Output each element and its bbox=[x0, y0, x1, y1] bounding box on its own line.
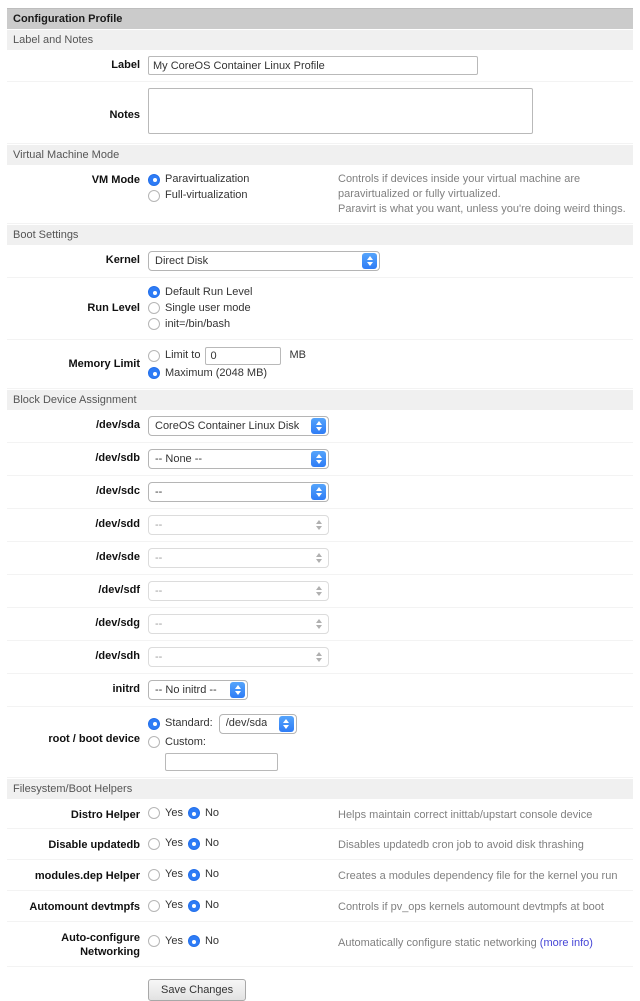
select-stepper-icon bbox=[311, 550, 326, 566]
modules-dep-helper-row: modules.dep Helper Yes No Creates a modules dependency file for the kernel you run bbox=[7, 860, 633, 891]
run-level-option-default[interactable]: Default Run Level bbox=[148, 285, 633, 300]
memory-limit-option-maximum[interactable]: Maximum (2048 MB) bbox=[148, 366, 633, 381]
memory-limit-unit: MB bbox=[289, 349, 306, 362]
block-device-row-sda: /dev/sda CoreOS Container Linux Disk bbox=[7, 410, 633, 443]
select-stepper-icon bbox=[311, 451, 326, 467]
memory-limit-row bbox=[7, 340, 633, 389]
root-device-option-standard[interactable]: Standard: /dev/sda bbox=[148, 714, 633, 734]
disable-updatedb-no-radio[interactable] bbox=[188, 838, 200, 850]
select-stepper-icon bbox=[311, 484, 326, 500]
section-block-device-assignment: Block Device Assignment bbox=[7, 390, 633, 410]
section-boot-settings: Boot Settings bbox=[7, 225, 633, 245]
sdg-select: -- bbox=[148, 614, 329, 634]
block-device-row-sdc: /dev/sdc -- bbox=[7, 476, 633, 509]
block-device-row-sdh: /dev/sdh -- bbox=[7, 641, 633, 674]
memory-limit-label: Memory Limit bbox=[68, 357, 140, 370]
select-stepper-icon bbox=[311, 517, 326, 533]
initrd-row: initrd -- No initrd -- bbox=[7, 674, 633, 707]
sdd-select: -- bbox=[148, 515, 329, 535]
kernel-select[interactable]: Direct Disk bbox=[148, 251, 380, 271]
run-level-label: Run Level bbox=[87, 301, 140, 314]
radio-icon[interactable] bbox=[148, 302, 160, 314]
sdc-select[interactable]: -- bbox=[148, 482, 329, 502]
radio-icon[interactable] bbox=[148, 318, 160, 330]
select-stepper-icon bbox=[230, 682, 245, 698]
notes-row bbox=[7, 82, 633, 144]
select-stepper-icon bbox=[311, 418, 326, 434]
label-input[interactable] bbox=[148, 56, 478, 75]
disable-updatedb-row: Disable updatedb Yes No Disables updatedb cron job to avoid disk thrashing bbox=[7, 829, 633, 860]
modules-dep-yes-radio[interactable] bbox=[148, 869, 160, 881]
sdh-select: -- bbox=[148, 647, 329, 667]
more-info-link[interactable]: (more info) bbox=[539, 936, 593, 949]
vm-mode-row bbox=[7, 165, 633, 224]
sda-select[interactable]: CoreOS Container Linux Disk bbox=[148, 416, 329, 436]
block-device-row-sdg: /dev/sdg -- bbox=[7, 608, 633, 641]
label-row bbox=[7, 50, 633, 82]
standard-device-select[interactable]: /dev/sda bbox=[219, 714, 297, 734]
distro-helper-row: Distro Helper Yes No Helps maintain correct inittab/upstart console device bbox=[7, 799, 633, 830]
distro-helper-yes-radio[interactable] bbox=[148, 807, 160, 819]
notes-textarea[interactable] bbox=[148, 88, 533, 134]
page-title: Configuration Profile bbox=[7, 8, 633, 29]
radio-selected-icon[interactable] bbox=[148, 367, 160, 379]
vm-mode-option-full-virtualization[interactable]: Full-virtualization bbox=[148, 188, 338, 203]
modules-dep-no-radio[interactable] bbox=[188, 869, 200, 881]
section-virtual-machine-mode: Virtual Machine Mode bbox=[7, 145, 633, 165]
root-device-option-custom[interactable]: Custom: bbox=[148, 735, 633, 750]
vm-mode-label: VM Mode bbox=[91, 174, 140, 186]
radio-selected-icon[interactable] bbox=[148, 174, 160, 186]
block-device-row-sdb: /dev/sdb -- None -- bbox=[7, 443, 633, 476]
memory-limit-option-limit[interactable]: Limit to 0 MB bbox=[148, 347, 633, 365]
kernel-row bbox=[7, 245, 633, 278]
run-level-option-single-user[interactable]: Single user mode bbox=[148, 301, 633, 316]
kernel-label: Kernel bbox=[105, 253, 140, 266]
auto-networking-no-radio[interactable] bbox=[188, 935, 200, 947]
vm-mode-option-paravirtualization[interactable]: Paravirtualization bbox=[148, 172, 338, 187]
block-device-row-sdf: /dev/sdf -- bbox=[7, 575, 633, 608]
sde-select: -- bbox=[148, 548, 329, 568]
save-changes-button[interactable]: Save Changes bbox=[148, 979, 246, 1001]
disable-updatedb-yes-radio[interactable] bbox=[148, 838, 160, 850]
automount-devtmpfs-no-radio[interactable] bbox=[188, 900, 200, 912]
sdb-select[interactable]: -- None -- bbox=[148, 449, 329, 469]
radio-icon[interactable] bbox=[148, 190, 160, 202]
disable-updatedb-help: Disables updatedb cron job to avoid disk thrashing bbox=[338, 839, 584, 852]
root-boot-device-label: root / boot device bbox=[48, 732, 140, 745]
select-stepper-icon bbox=[362, 253, 377, 269]
radio-selected-icon[interactable] bbox=[148, 286, 160, 298]
distro-helper-no-radio[interactable] bbox=[188, 807, 200, 819]
sdf-select: -- bbox=[148, 581, 329, 601]
run-level-row bbox=[7, 278, 633, 340]
distro-helper-help: Helps maintain correct inittab/upstart console device bbox=[338, 808, 593, 821]
label-field-label: Label bbox=[111, 59, 140, 71]
notes-field-label: Notes bbox=[109, 109, 140, 121]
modules-dep-help: Creates a modules dependency file for the kernel you run bbox=[338, 870, 618, 883]
initrd-select[interactable]: -- No initrd -- bbox=[148, 680, 248, 700]
section-filesystem-boot-helpers: Filesystem/Boot Helpers bbox=[7, 779, 633, 799]
select-stepper-icon bbox=[311, 649, 326, 665]
memory-limit-input[interactable] bbox=[205, 347, 281, 365]
select-stepper-icon bbox=[311, 616, 326, 632]
custom-device-input[interactable] bbox=[165, 753, 278, 771]
run-level-option-init-bash[interactable]: init=/bin/bash bbox=[148, 317, 633, 332]
radio-icon[interactable] bbox=[148, 736, 160, 748]
select-stepper-icon bbox=[311, 583, 326, 599]
block-device-row-sde: /dev/sde -- bbox=[7, 542, 633, 575]
automount-devtmpfs-help: Controls if pv_ops kernels automount devtmpfs at boot bbox=[338, 901, 604, 914]
radio-icon[interactable] bbox=[148, 350, 160, 362]
auto-networking-yes-radio[interactable] bbox=[148, 935, 160, 947]
automount-devtmpfs-row: Automount devtmpfs Yes No Controls if pv_ops kernels automount devtmpfs at boot bbox=[7, 891, 633, 922]
block-device-row-sdd: /dev/sdd -- bbox=[7, 509, 633, 542]
auto-networking-help: Automatically configure static networking (more info) bbox=[338, 936, 593, 949]
radio-selected-icon[interactable] bbox=[148, 718, 160, 730]
root-boot-device-row bbox=[7, 707, 633, 778]
automount-devtmpfs-yes-radio[interactable] bbox=[148, 900, 160, 912]
select-stepper-icon bbox=[279, 716, 294, 732]
section-label-and-notes: Label and Notes bbox=[7, 30, 633, 50]
auto-configure-networking-row: Auto-configure Networking Yes No Automatically configure static networking (more info) bbox=[7, 922, 633, 967]
vm-mode-help: Controls if devices inside your virtual machine are paravirtualized or fully virtualized. Paravirt is what you want, unless you're doing weird things. bbox=[338, 173, 626, 215]
